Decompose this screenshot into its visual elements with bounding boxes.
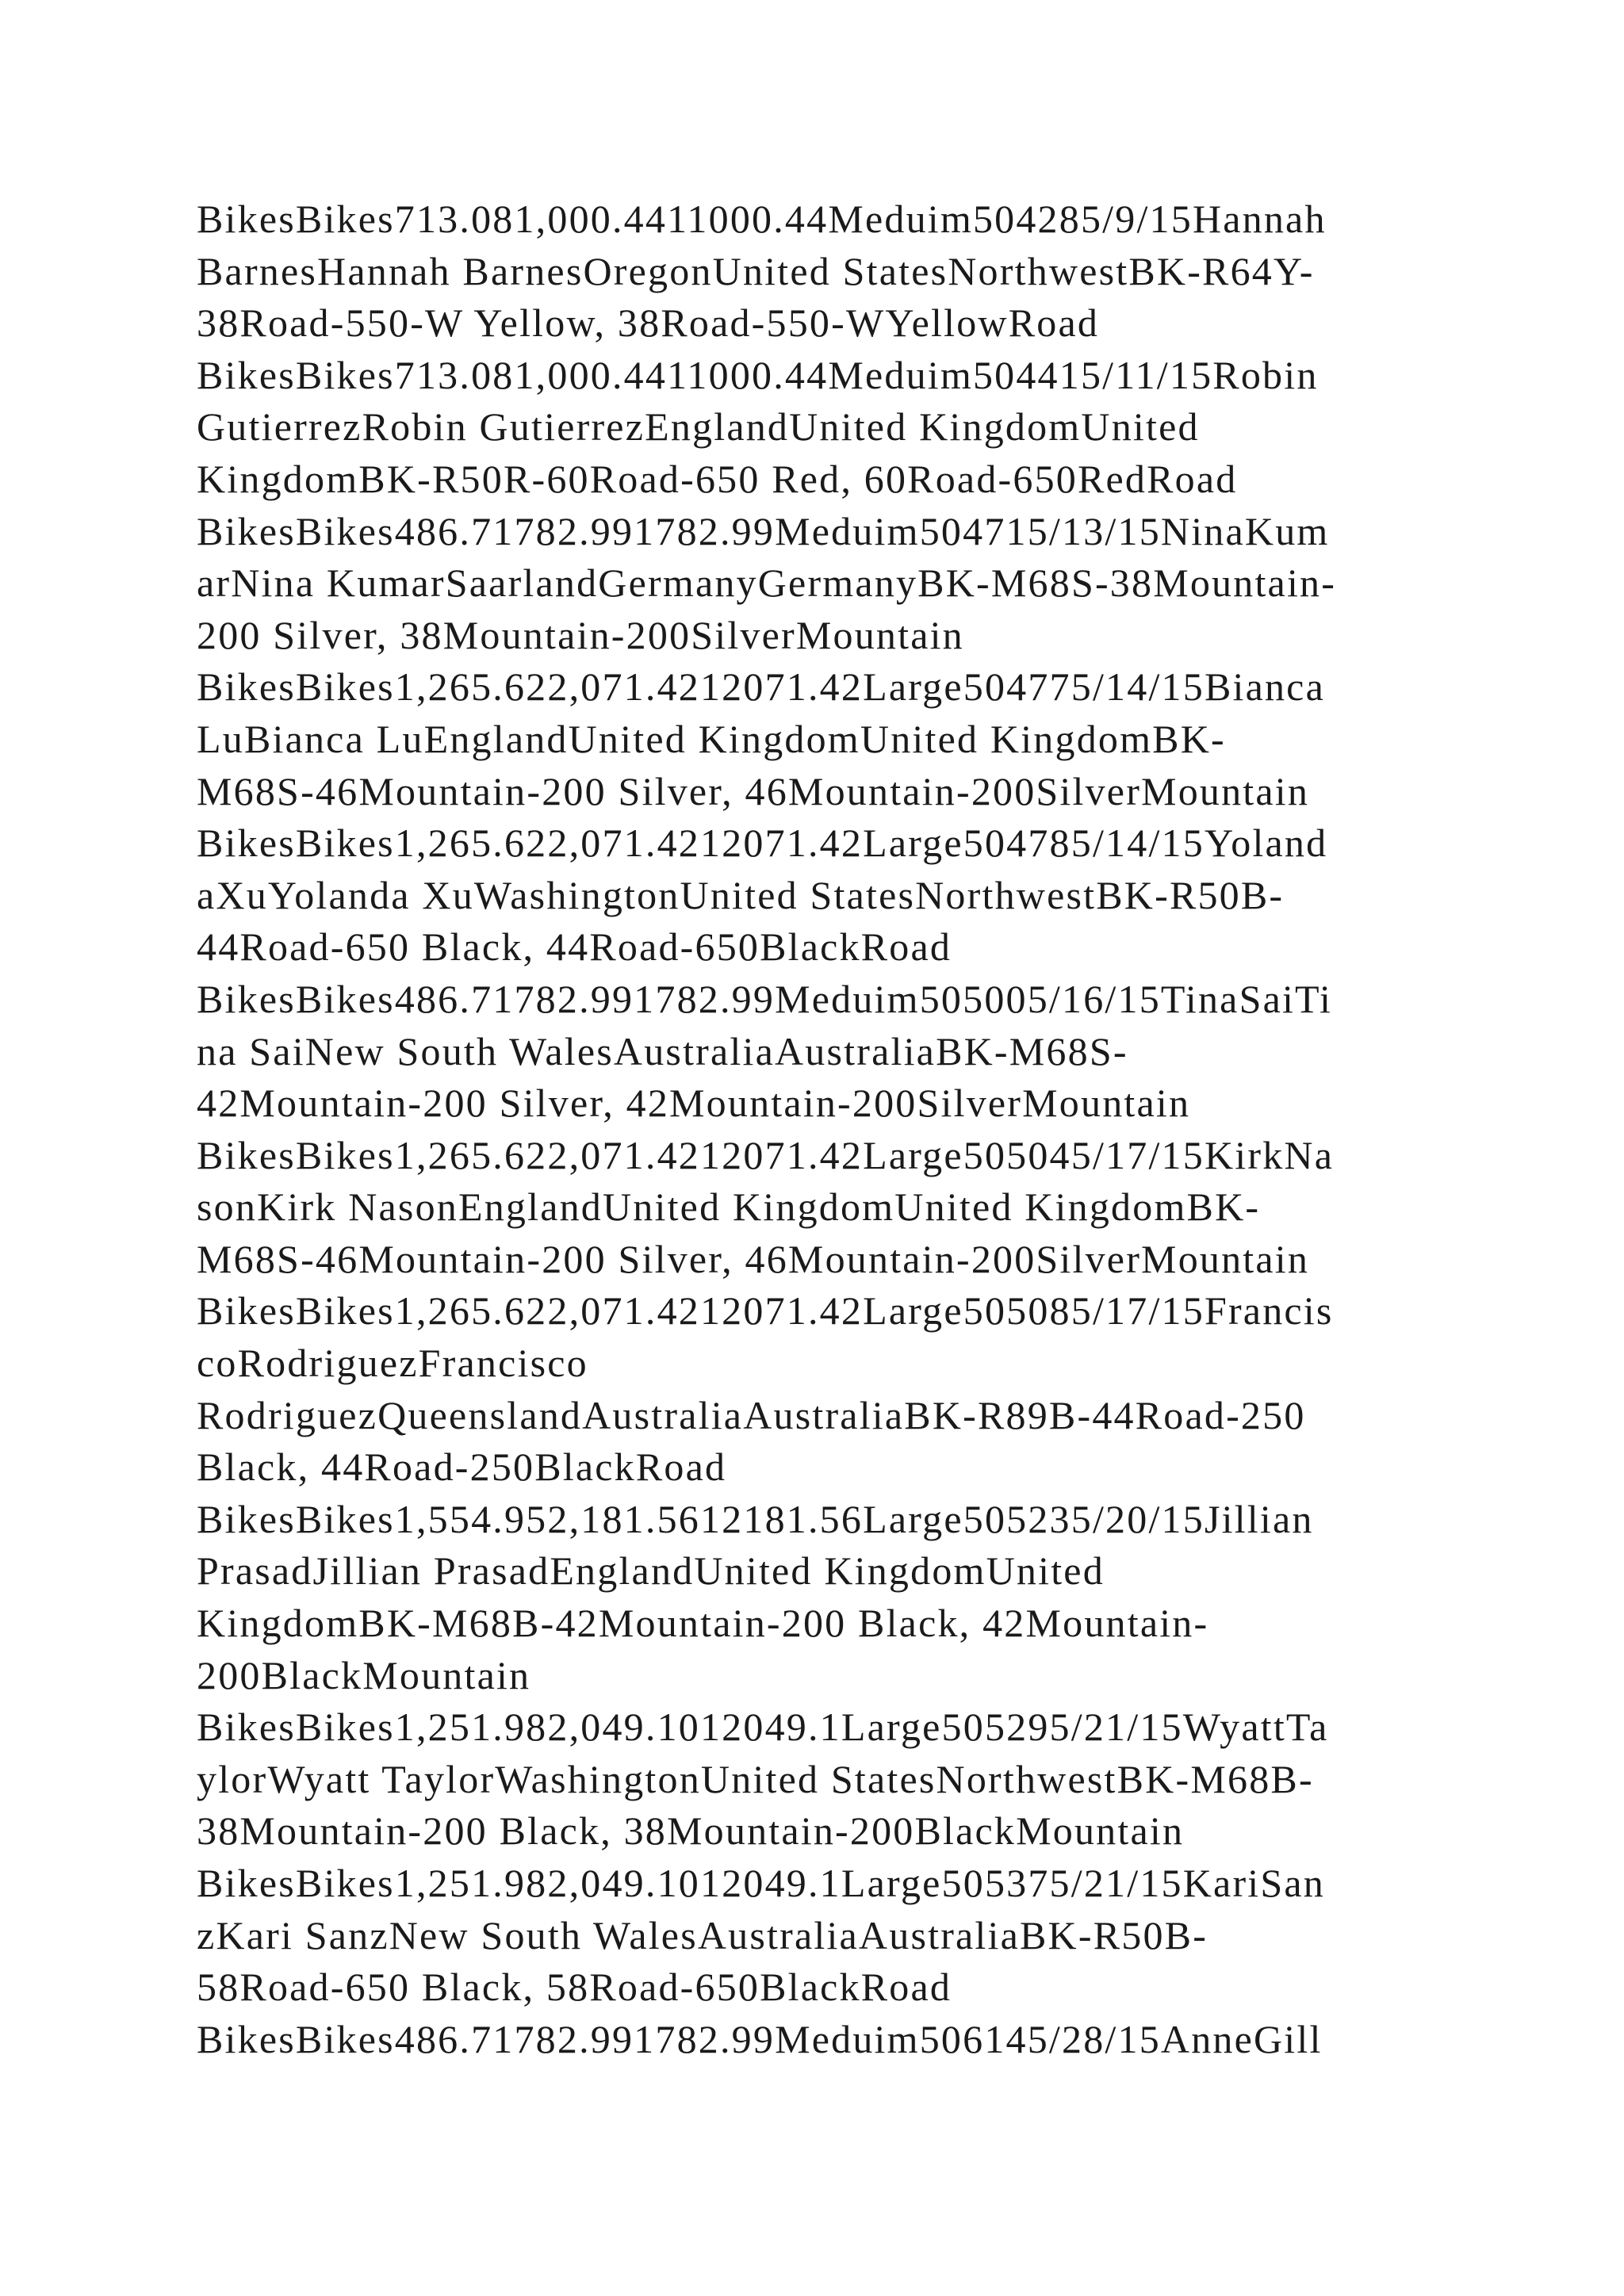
text-line: BikesBikes1,251.982,049.1012049.1Large505295/21/15WyattTa	[197, 1705, 1329, 1750]
text-line: coRodriguezFrancisco	[197, 1341, 588, 1386]
text-line: RodriguezQueenslandAustraliaAustraliaBK-R89B-44Road-250	[197, 1392, 1306, 1437]
text-line: arNina KumarSaarlandGermanyGermanyBK-M68S-38Mountain-	[197, 561, 1337, 606]
text-line: BikesBikes486.71782.991782.99Meduim506145/28/15AnneGill	[197, 2016, 1323, 2061]
text-line: M68S-46Mountain-200 Silver, 46Mountain-200SilverMountain	[197, 1236, 1310, 1281]
text-line: 200BlackMountain	[197, 1652, 531, 1697]
text-line: 42Mountain-200 Silver, 42Mountain-200SilverMountain	[197, 1081, 1191, 1126]
text-line: BikesBikes1,265.622,071.4212071.42Large505085/17/15Francis	[197, 1288, 1334, 1334]
text-line: 38Mountain-200 Black, 38Mountain-200BlackMountain	[197, 1808, 1185, 1854]
text-line: zKari SanzNew South WalesAustraliaAustraliaBK-R50B-	[197, 1912, 1208, 1957]
text-line: BikesBikes1,265.622,071.4212071.42Large505045/17/15KirkNa	[197, 1132, 1335, 1177]
text-line: sonKirk NasonEnglandUnited KingdomUnited KingdomBK-	[197, 1184, 1261, 1230]
text-line: Black, 44Road-250BlackRoad	[197, 1445, 727, 1490]
text-line: PrasadJillian PrasadEnglandUnited KingdomUnited	[197, 1548, 1105, 1594]
body-text	[197, 193, 1450, 2065]
text-line: na SaiNew South WalesAustraliaAustraliaBK-M68S-	[197, 1028, 1128, 1073]
text-line: BarnesHannah BarnesOregonUnited StatesNorthwestBK-R64Y-	[197, 248, 1315, 293]
text-line: BikesBikes1,265.622,071.4212071.42Large504785/14/15Yoland	[197, 821, 1328, 866]
text-line: BikesBikes1,265.622,071.4212071.42Large504775/14/15Bianca	[197, 664, 1325, 710]
text-line: BikesBikes486.71782.991782.99Meduim504715/13/15NinaKum	[197, 508, 1330, 553]
text-line: aXuYolanda XuWashingtonUnited StatesNorthwestBK-R50B-	[197, 872, 1285, 917]
text-line: BikesBikes1,251.982,049.1012049.1Large505375/21/15KariSan	[197, 1861, 1325, 1905]
text-line: KingdomBK-R50R-60Road-650 Red, 60Road-650RedRoad	[197, 456, 1238, 501]
text-line: BikesBikes713.081,000.4411000.44Meduim504285/9/15Hannah	[197, 197, 1327, 241]
text-line: 44Road-650 Black, 44Road-650BlackRoad	[197, 924, 952, 970]
text-line: BikesBikes486.71782.991782.99Meduim505005/16/15TinaSaiTi	[197, 976, 1333, 1021]
text-line: 38Road-550-W Yellow, 38Road-550-WYellowRoad	[197, 300, 1100, 346]
text-line: LuBianca LuEnglandUnited KingdomUnited KingdomBK-	[197, 716, 1226, 761]
text-line: 58Road-650 Black, 58Road-650BlackRoad	[197, 1965, 952, 2010]
text-line: M68S-46Mountain-200 Silver, 46Mountain-200SilverMountain	[197, 768, 1310, 813]
text-line: ylorWyatt TaylorWashingtonUnited StatesNorthwestBK-M68B-	[197, 1756, 1314, 1801]
text-line: KingdomBK-M68B-42Mountain-200 Black, 42Mountain-	[197, 1601, 1209, 1646]
text-line: BikesBikes713.081,000.4411000.44Meduim504415/11/15Robin	[197, 352, 1319, 397]
text-line: 200 Silver, 38Mountain-200SilverMountain	[197, 612, 964, 657]
text-line: BikesBikes1,554.952,181.5612181.56Large505235/20/15Jillian	[197, 1496, 1314, 1541]
text-line: GutierrezRobin GutierrezEnglandUnited KingdomUnited	[197, 404, 1200, 450]
